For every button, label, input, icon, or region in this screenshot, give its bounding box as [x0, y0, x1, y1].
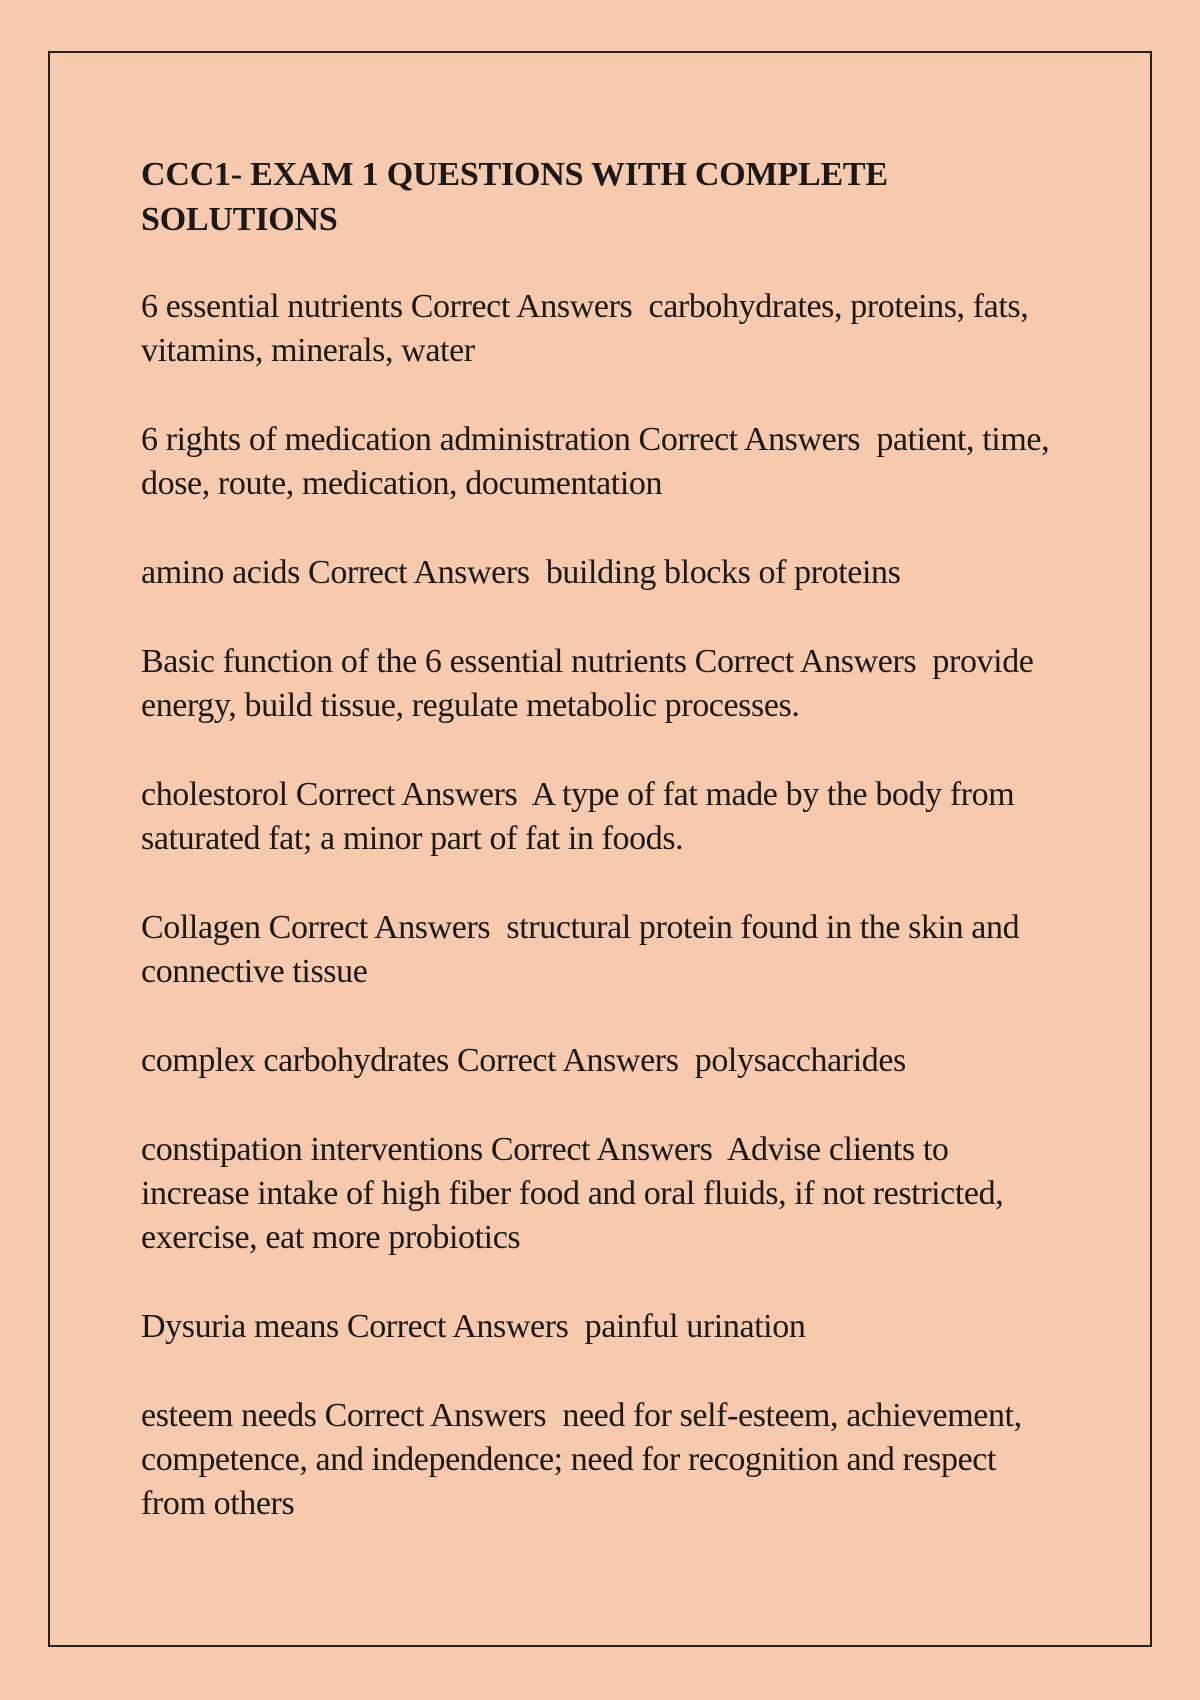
question-term: cholestorol: [141, 776, 288, 813]
question-term: 6 rights of medication administration: [141, 421, 631, 458]
question-term: esteem needs: [141, 1397, 317, 1434]
answer-text: need for self-esteem, achievement, competence, and independence; need for recognition and respect from others: [141, 1397, 1030, 1522]
answer-text: Advise clients to increase intake of high fiber food and oral fluids, if not restricted, exercise, eat more probiotics: [141, 1131, 1012, 1256]
document-title: CCC1- EXAM 1 QUESTIONS WITH COMPLETE SOLUTIONS: [141, 156, 888, 238]
answer-text: patient, time, dose, route, medication, documentation: [141, 421, 1058, 502]
question-term: Dysuria means: [141, 1308, 339, 1345]
answer-text: A type of fat made by the body from saturated fat; a minor part of fat in foods.: [141, 776, 1023, 857]
qa-item: [141, 773, 1061, 861]
answer-text: structural protein found in the skin and connective tissue: [141, 909, 1028, 990]
answer-separator: Correct Answers: [287, 776, 532, 813]
answer-separator: Correct Answers: [686, 643, 933, 680]
answer-text: carbohydrates, proteins, fats, vitamins, minerals, water: [141, 288, 1037, 369]
qa-item: [141, 551, 1061, 595]
question-term: Collagen: [141, 909, 261, 946]
answer-text: provide energy, build tissue, regulate metabolic processes.: [141, 643, 1042, 724]
qa-item: [141, 1305, 1061, 1349]
answer-text: painful urination: [584, 1308, 806, 1345]
question-term: complex carbohydrates: [141, 1042, 449, 1079]
document-content: [141, 152, 1061, 1571]
qa-item: [141, 1394, 1061, 1526]
qa-item: [141, 1128, 1061, 1260]
answer-separator: Correct Answers: [630, 421, 877, 458]
qa-item: [141, 285, 1061, 373]
answer-separator: Correct Answers: [482, 1131, 727, 1168]
answer-separator: Correct Answers: [299, 554, 546, 591]
qa-item: [141, 640, 1061, 728]
qa-item: [141, 906, 1061, 994]
question-term: constipation interventions: [141, 1131, 483, 1168]
answer-separator: Correct Answers: [316, 1397, 563, 1434]
answer-separator: Correct Answers: [448, 1042, 695, 1079]
question-term: 6 essential nutrients: [141, 288, 403, 325]
question-term: amino acids: [141, 554, 300, 591]
answer-text: polysaccharides: [694, 1042, 906, 1079]
answer-separator: Correct Answers: [338, 1308, 585, 1345]
answer-separator: Correct Answers: [260, 909, 507, 946]
answer-text: building blocks of proteins: [545, 554, 901, 591]
qa-item: [141, 1039, 1061, 1083]
qa-item: [141, 418, 1061, 506]
question-term: Basic function of the 6 essential nutrients: [141, 643, 687, 680]
answer-separator: Correct Answers: [402, 288, 649, 325]
